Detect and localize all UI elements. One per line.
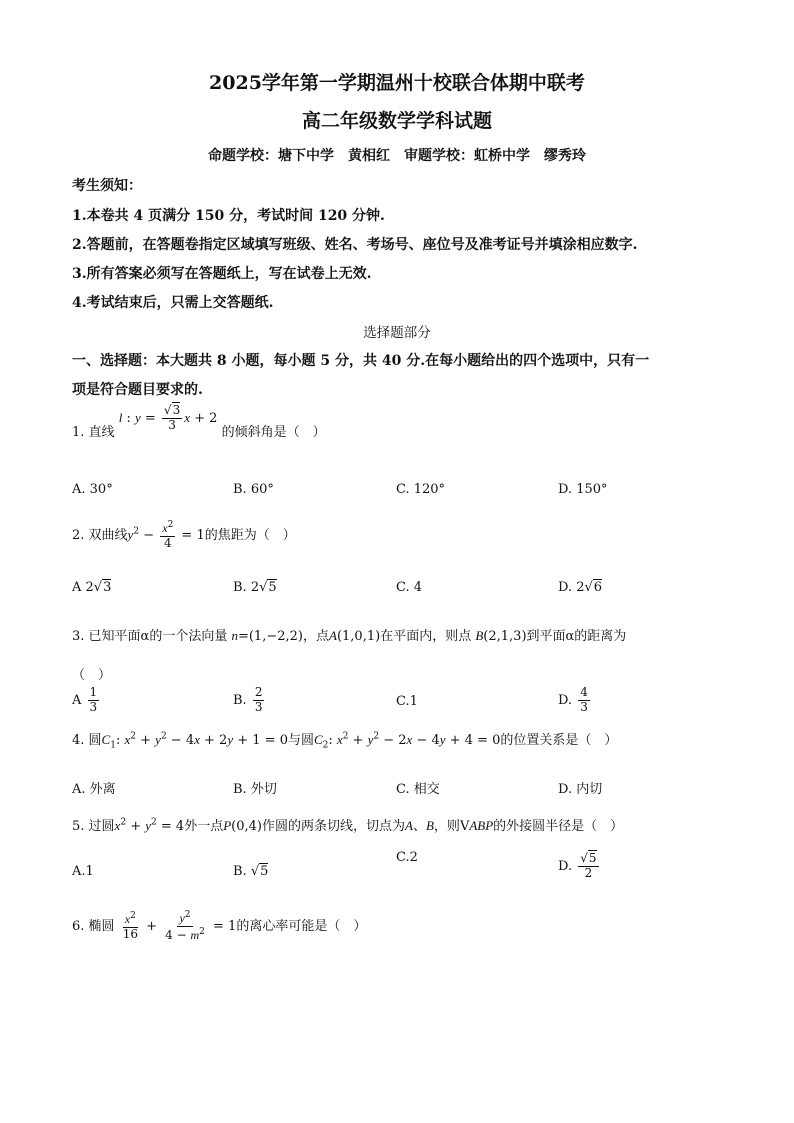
q5-mid3: 、: [412, 819, 426, 834]
q3-option-d: D. $\frac{4}{3}$: [558, 685, 588, 714]
section-intro-line1: 一、选择题：本大题共 8 小题，每小题 5 分，共 40 分.在每小题给出的四个选项中，只有一: [72, 353, 650, 369]
q3-option-b: B. $\frac{2}{3}$: [233, 685, 263, 714]
q5-mid1: 外一点: [184, 819, 224, 834]
q4-option-a: A. 外离: [72, 782, 116, 797]
q5-pre: 5. 过圆: [72, 819, 115, 834]
q5-option-a: A.1: [72, 864, 94, 879]
q2-option-b: B. 2√5: [233, 580, 277, 595]
q3-post: 到平面α的距离为: [526, 629, 627, 644]
notice-item-3: 3.所有答案必须写在答题纸上，写在试卷上无效.: [72, 266, 372, 282]
q1-option-b: B. 60°: [233, 482, 274, 497]
question-3: 3. 已知平面α的一个法向量 n=(1,−2,2)，点A(1,0,1)在平面内，则点 B(2,1,3)到平面α的距离为: [72, 628, 627, 644]
notice-item-4: 4.考试结束后，只需上交答题纸.: [72, 295, 274, 311]
q2-post: 的焦距为（ ）: [204, 527, 296, 543]
q1-formula: l : y = $\frac{√3}{3}$ x + 2: [118, 403, 222, 432]
q2-option-a: A 2√3: [72, 580, 112, 595]
q1-pre: 1. 直线: [72, 424, 115, 440]
q3-option-c: C.1: [396, 694, 418, 709]
q3-mid2: 在平面内，则点: [380, 629, 472, 644]
q2-option-d: D. 2√6: [558, 580, 603, 595]
q5-post: 的外接圆半径是（ ）: [493, 819, 624, 834]
q6-pre: 6. 椭圆: [72, 918, 115, 934]
q3-option-a: A $\frac{1}{3}$: [72, 685, 98, 714]
exam-authors: 命题学校：塘下中学 黄相红 审题学校：虹桥中学 缪秀玲: [208, 148, 586, 164]
q4-post: 的位置关系是（ ）: [500, 733, 618, 748]
q1-post: 的倾斜角是（ ）: [221, 424, 326, 440]
question-6: 6. 椭圆 $\frac{x^2}{16}$ + $\frac{y^2}{4 - m^2}$ = 1的离心率可能是（ ）: [72, 910, 367, 942]
section-intro-line2: 项是符合题目要求的.: [72, 382, 203, 398]
q6-post: 的离心率可能是（ ）: [236, 918, 367, 934]
q1-option-a: A. 30°: [72, 482, 113, 497]
notice-item-1: 1.本卷共 4 页满分 150 分，考试时间 120 分钟.: [72, 208, 385, 224]
question-5: 5. 过圆$x^2 + y^2 = 4$外一点P(0,4)作圆的两条切线，切点为A、B，则VABP的外接圆半径是（ ）: [72, 817, 624, 834]
notice-heading: 考生须知：: [72, 178, 142, 194]
question-4: 4. 圆$C_1$: $x^2 + y^2 - 4x + 2y + 1 = 0$与圆$C_2$: $x^2 + y^2 - 2x - 4y + 4 = 0$的位置关系是（ ）: [72, 731, 618, 751]
q3-pre: 3. 已知平面α的一个法向量: [72, 629, 228, 644]
q4-option-b: B. 外切: [233, 782, 277, 797]
exam-subtitle: 高二年级数学学科试题: [301, 110, 492, 132]
question-1: [72, 403, 326, 447]
question-2: 2. 双曲线$y^2$ − $\frac{x^2}{4}$ = 1的焦距为（ ）: [72, 520, 296, 550]
q5-mid4: ，则: [433, 819, 460, 834]
q2-option-c: C. 4: [396, 580, 423, 595]
q3-mid1: ，点: [302, 629, 329, 644]
q3-line2: （ ）: [72, 668, 112, 683]
q2-pre: 2. 双曲线: [72, 527, 128, 543]
q4-option-c: C. 相交: [396, 782, 440, 797]
q1-option-c: C. 120°: [396, 482, 446, 497]
notice-item-2: 2.答题前，在答题卷指定区域填写班级、姓名、考场号、座位号及准考证号并填涂相应数字.: [72, 237, 638, 253]
q4-mid: 与圆: [287, 733, 314, 748]
q4-pre: 4. 圆: [72, 733, 102, 748]
section-title: 选择题部分: [363, 325, 431, 341]
q5-option-c: C.2: [396, 850, 418, 865]
q5-mid2: 作圆的两条切线，切点为: [261, 819, 405, 834]
exam-title: 2025学年第一学期温州十校联合体期中联考: [209, 72, 585, 94]
q4-option-d: D. 内切: [558, 782, 603, 797]
q5-option-b: B. √5: [233, 864, 269, 879]
q5-option-d: D. $\frac{√5}{2}$: [558, 851, 597, 880]
q1-option-d: D. 150°: [558, 482, 608, 497]
